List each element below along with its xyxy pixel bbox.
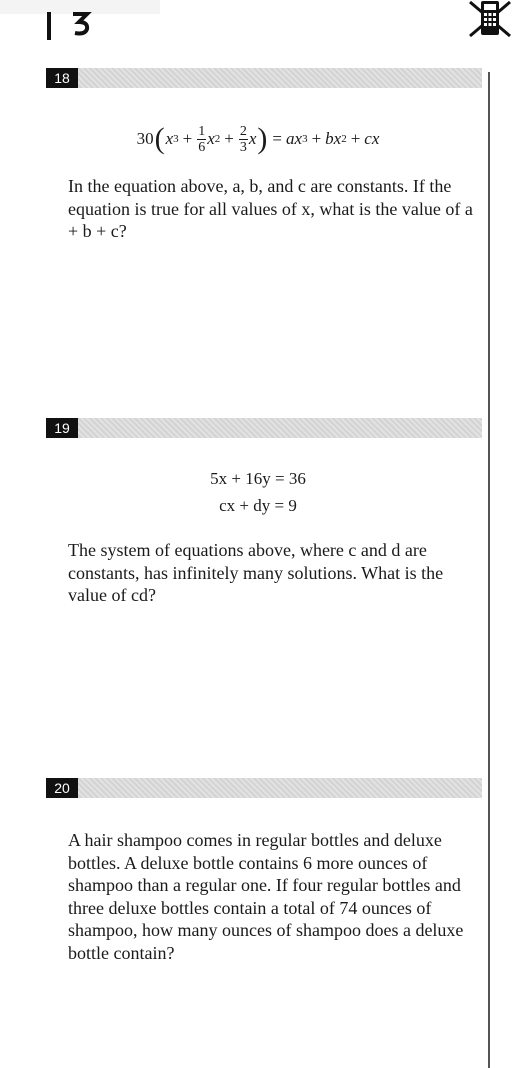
column-divider: [488, 72, 490, 1068]
question-19-header: [46, 418, 482, 438]
page-edge-mark: [47, 12, 51, 40]
question-18-equation: 30 ( x 3 + $\frac{1}{6}$ x 2 + $\frac{2}{3}$ x ) = a x 3 + b x 2 + c x: [136, 122, 380, 155]
question-number: 18: [46, 68, 78, 88]
equation-coefficient: 30: [136, 129, 154, 148]
no-calculator-icon: [466, 0, 514, 38]
question-19-text: The system of equations above, where c and d are constants, has infinitely many solutions. What is the value of cd?: [68, 540, 444, 605]
system-equation-2: cx + dy = 9: [219, 496, 297, 515]
fraction-one-sixth: $\frac{1}{6}$: [198, 123, 206, 155]
system-equation-1: 5x + 16y = 36: [210, 469, 306, 488]
question-20-text: A hair shampoo comes in regular bottles and deluxe bottles. A deluxe bottle contains 6 more ounces of shampoo than a regular one. If four regular bottles and three deluxe bottles contain a total of 74 ounces of shampoo, how many ounces of shampoo does a deluxe bottle contain?: [68, 830, 464, 963]
question-18-header: [46, 68, 482, 88]
partial-numeral-glyph: [70, 10, 92, 36]
fraction-two-thirds: $\frac{2}{3}$: [239, 123, 247, 155]
question-number: 20: [46, 778, 78, 798]
question-18-text: In the equation above, a, b, and c are constants. If the equation is true for all values of x, what is the value of a + b + c?: [68, 176, 473, 241]
question-number: 19: [46, 418, 78, 438]
question-20-header: [46, 778, 482, 798]
